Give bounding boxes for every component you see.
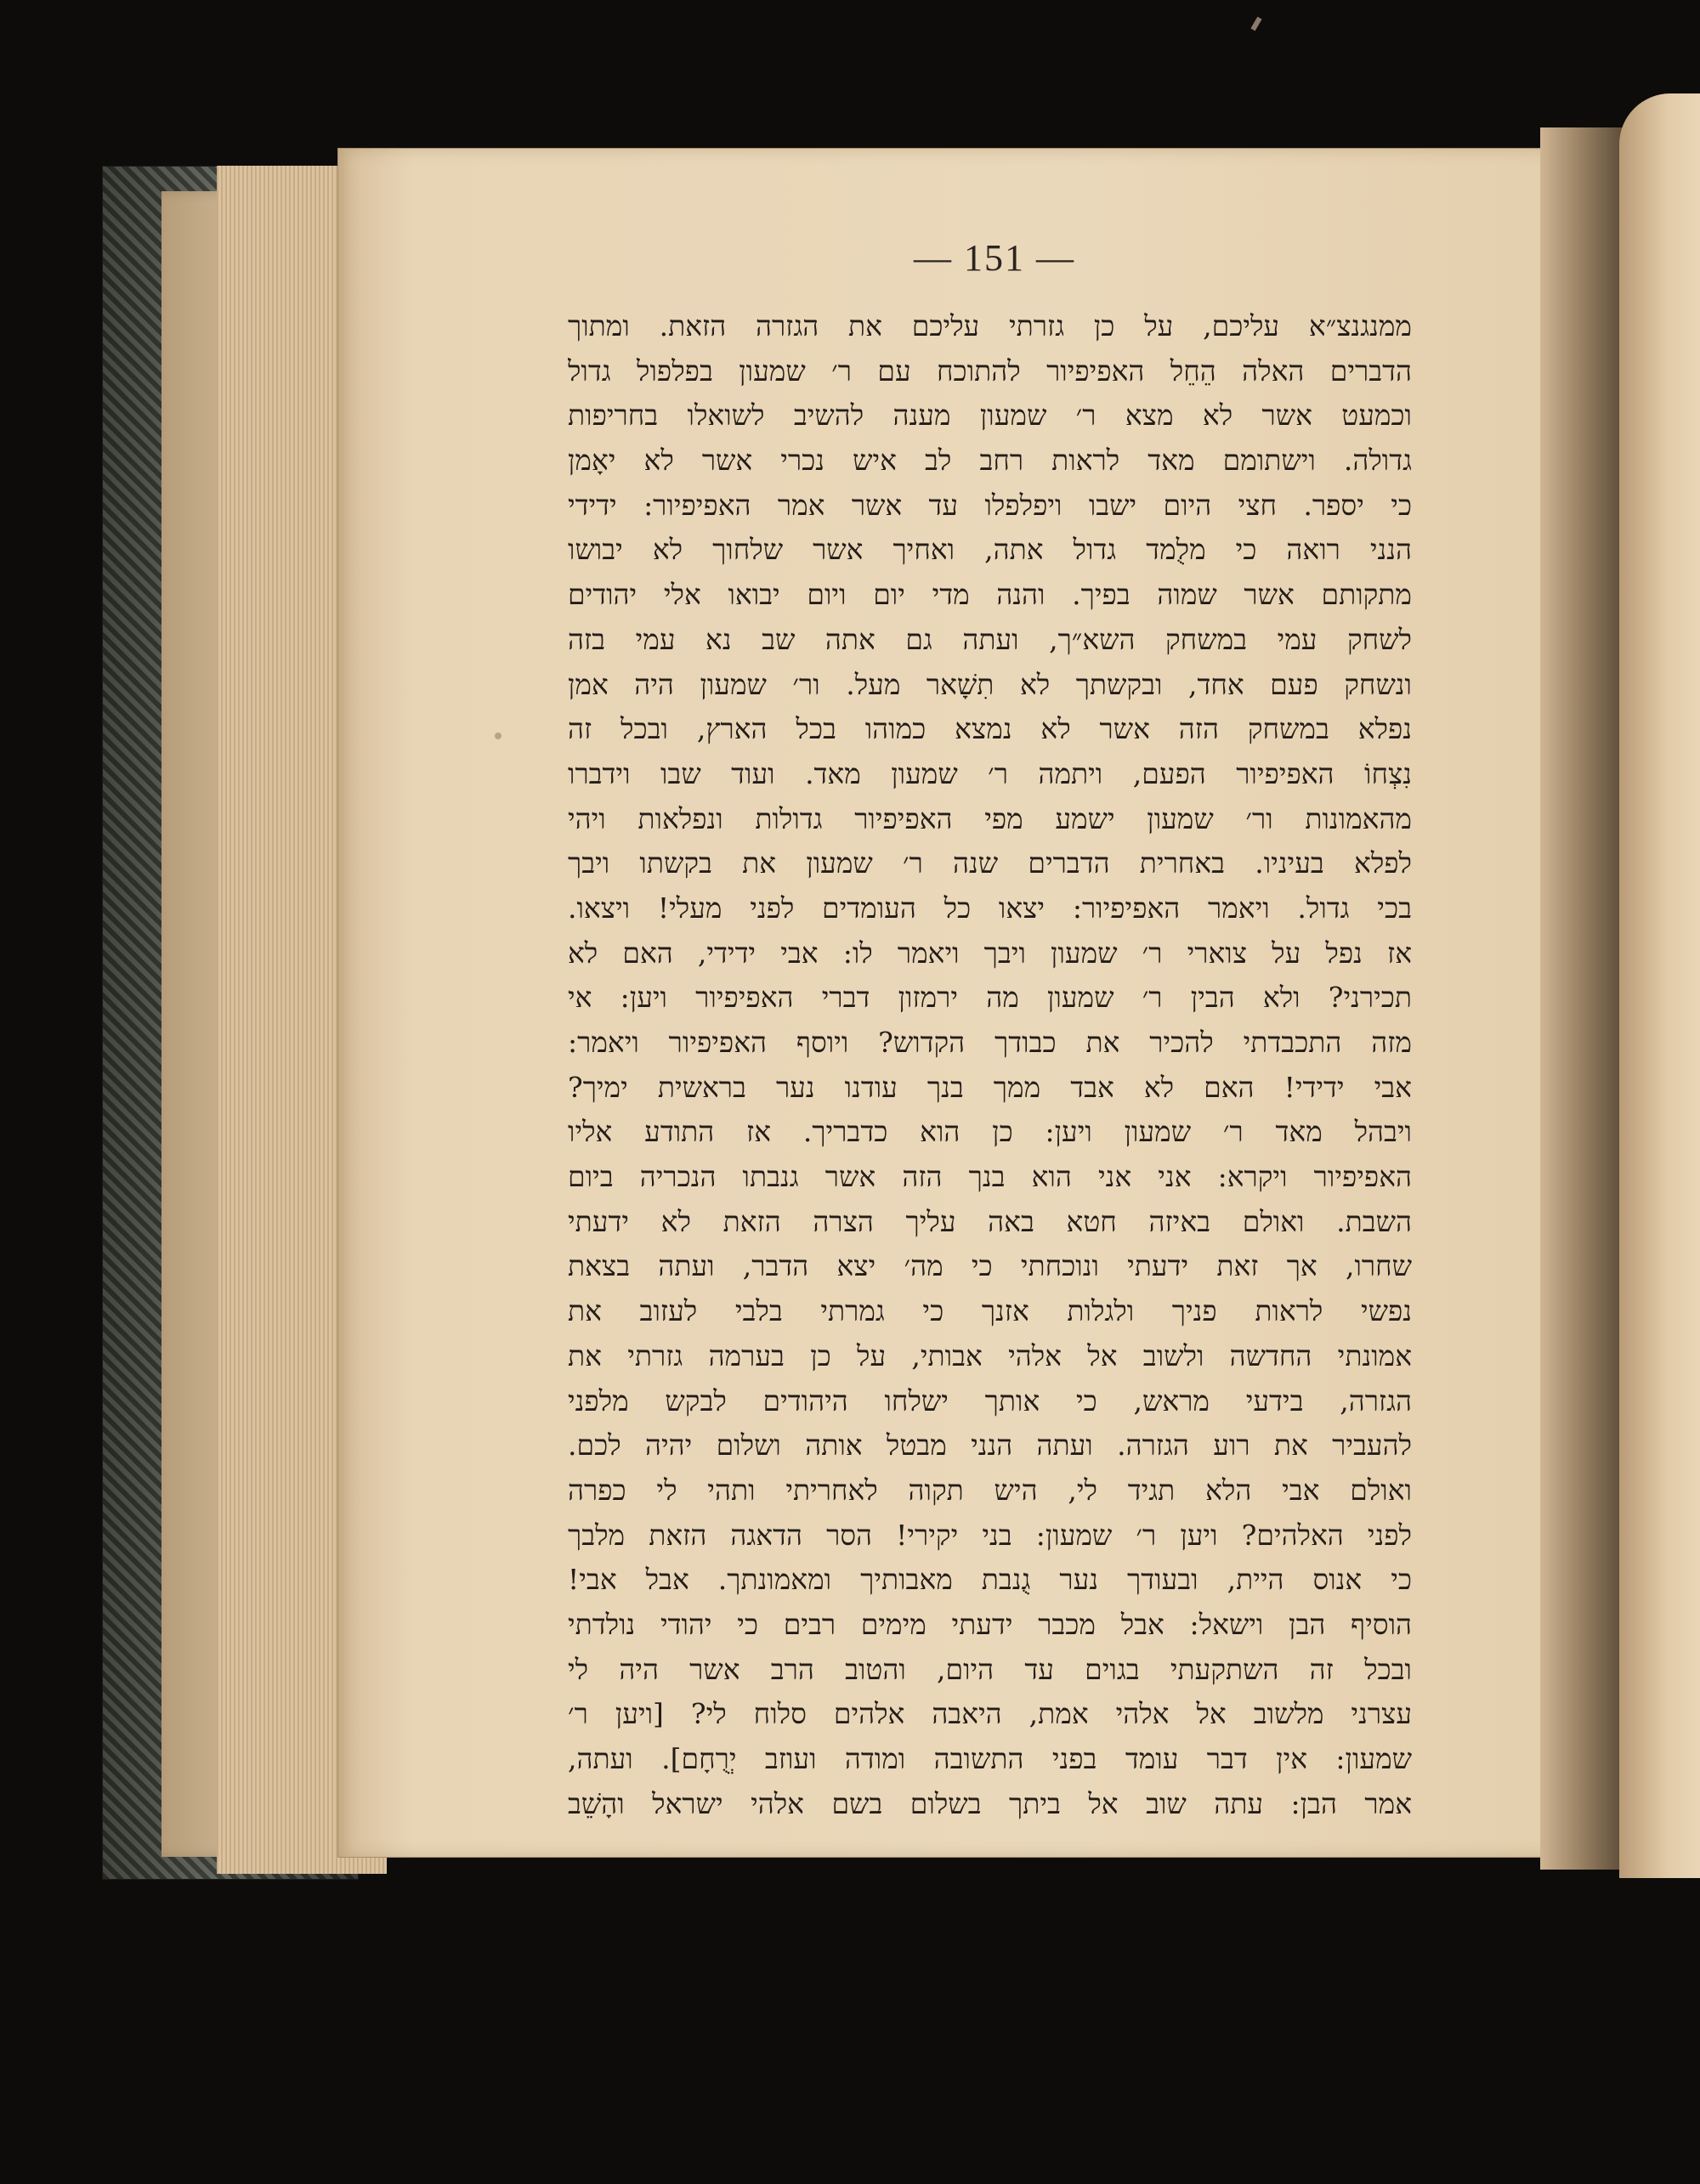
text-line: האפיפיור ויקרא: אני אני הוא בנך הזה אשר גנבתו הנכריה ביום [568, 1160, 1412, 1194]
text-line: הדברים האלה הֵחֵל האפיפיור להתוכח עם ר׳ שמעון בפלפול גדול [568, 354, 1412, 388]
text-line: שמעון: אין דבר עומד בפני התשובה ומודה ועוזב יְרֻחָם]. ועתה, [568, 1742, 1412, 1775]
text-line: מתקותם אשר שמוה בפיך. והנה מדי יום ויום יבואו אלי יהודים [568, 578, 1412, 612]
text-line: גדולה. וישתומם מאד לראות רחב לב איש נכרי אשר לא יאָמן [568, 444, 1412, 478]
page-number: — 151 — [914, 237, 1075, 279]
text-line: כי יספר. חצי היום ישבו ויפלפלו עד אשר אמר האפיפיור: ידידי [568, 488, 1412, 522]
dust-mark [1250, 17, 1261, 31]
text-line: השבת. ואולם באיזה חטא באה עליך הצרה הזאת לא ידעתי [568, 1204, 1412, 1238]
text-line: אז נפל על צוארי ר׳ שמעון ויבך ויאמר לו: אבי ידידי, האם לא [568, 936, 1412, 970]
text-line: שחרו, אך זאת ידעתי ונוכחתי כי מה׳ יצא הדבר, ועתה בצאת [568, 1249, 1412, 1283]
text-line: נפשי לראות פניך ולגלות אזנך כי גמרתי בלבי לעזוב את [568, 1294, 1412, 1328]
text-line: נפלא במשחק הזה אשר לא נמצא כמוהו בכל הארץ, ובכל זה [568, 712, 1412, 746]
text-line: נִצְחוֹ האפיפיור הפעם, ויתמה ר׳ שמעון מאד. ועוד שבו וידברו [568, 756, 1412, 790]
text-line: ממנגנצ״א עליכם, על כן גזרתי עליכם את הגזרה הזאת. ומתוך [568, 309, 1412, 342]
paper-speck [495, 733, 502, 739]
book-gutter [1540, 127, 1625, 1870]
text-line: אבי ידידי! האם לא אבד ממך בנך עודנו נער בראשית ימיך? [568, 1070, 1412, 1104]
text-line: לפלא בעיניו. באחרית הדברים שנה ר׳ שמעון את בקשתו ויבך [568, 846, 1412, 880]
body-text [568, 304, 1412, 1826]
text-line: ובכל זה השתקעתי בגוים עד היום, והטוב הרב אשר היה לי [568, 1652, 1412, 1686]
text-line: וכמעט אשר לא מצא ר׳ שמעון מענה להשיב לשואלו בחריפות [568, 399, 1412, 433]
text-line: כי אנוס היית, ובעודך נער גֻנבת מאבותיך ומאמונתך. אבל אבי! [568, 1563, 1412, 1597]
text-line: לפני האלהים? ויען ר׳ שמעון: בני יקירי! הסר הדאגה הזאת מלבך [568, 1518, 1412, 1552]
text-line: ואולם אבי הלא תגיד לי, היש תקוה לאחריתי ותהי לי כפרה [568, 1473, 1412, 1507]
text-line: ונשחק פעם אחד, ובקשתך לא תִשָׁאר מעל. ור׳ שמעון היה אמן [568, 667, 1412, 701]
facing-page-edge [1619, 93, 1700, 1878]
text-line: ויבהל מאד ר׳ שמעון ויען: כן הוא כדבריך. אז התודע אליו [568, 1115, 1412, 1149]
text-line: לשחק עמי במשחק השא״ך, ועתה גם אתה שב נא עמי בזה [568, 622, 1412, 656]
text-line: עצרני מלשוב אל אלהי אמת, היאבה אלהים סלוח לי? [ויען ר׳ [568, 1697, 1412, 1731]
text-line: הוסיף הבן וישאל: אבל מכבר ידעתי מימים רבים כי יהודי נולדתי [568, 1607, 1412, 1641]
text-line: אמונתי החדשה ולשוב אל אלהי אבותי, על כן בערמה גזרתי את [568, 1338, 1412, 1372]
text-line: הנני רואה כי מלֻמד גדול אתה, ואחיך אשר שלחוך לא יבושו [568, 533, 1412, 567]
text-line: הגזרה, בידעי מראש, כי אותך ישלחו היהודים לבקש מלפני [568, 1383, 1412, 1417]
text-line: תכירני? ולא הבין ר׳ שמעון מה ירמזון דברי האפיפיור ויען: אי [568, 981, 1412, 1015]
text-line: אמר הבן: עתה שוב אל ביתך בשלום בשם אלהי ישראל והָשֵׁב [568, 1786, 1412, 1820]
text-line: מזה התכבדתי להכיר את כבודך הקדוש? ויוסף האפיפיור ויאמר: [568, 1026, 1412, 1059]
text-line: מהאמונות ור׳ שמעון ישמע מפי האפיפיור גדולות ונפלאות ויהי [568, 801, 1412, 835]
text-line: להעביר את רוע הגזרה. ועתה הנני מבטל אותה ושלום יהיה לכם. [568, 1429, 1412, 1463]
text-line: בכי גדול. ויאמר האפיפיור: יצאו כל העומדים לפני מעלי! ויצאו. [568, 891, 1412, 925]
